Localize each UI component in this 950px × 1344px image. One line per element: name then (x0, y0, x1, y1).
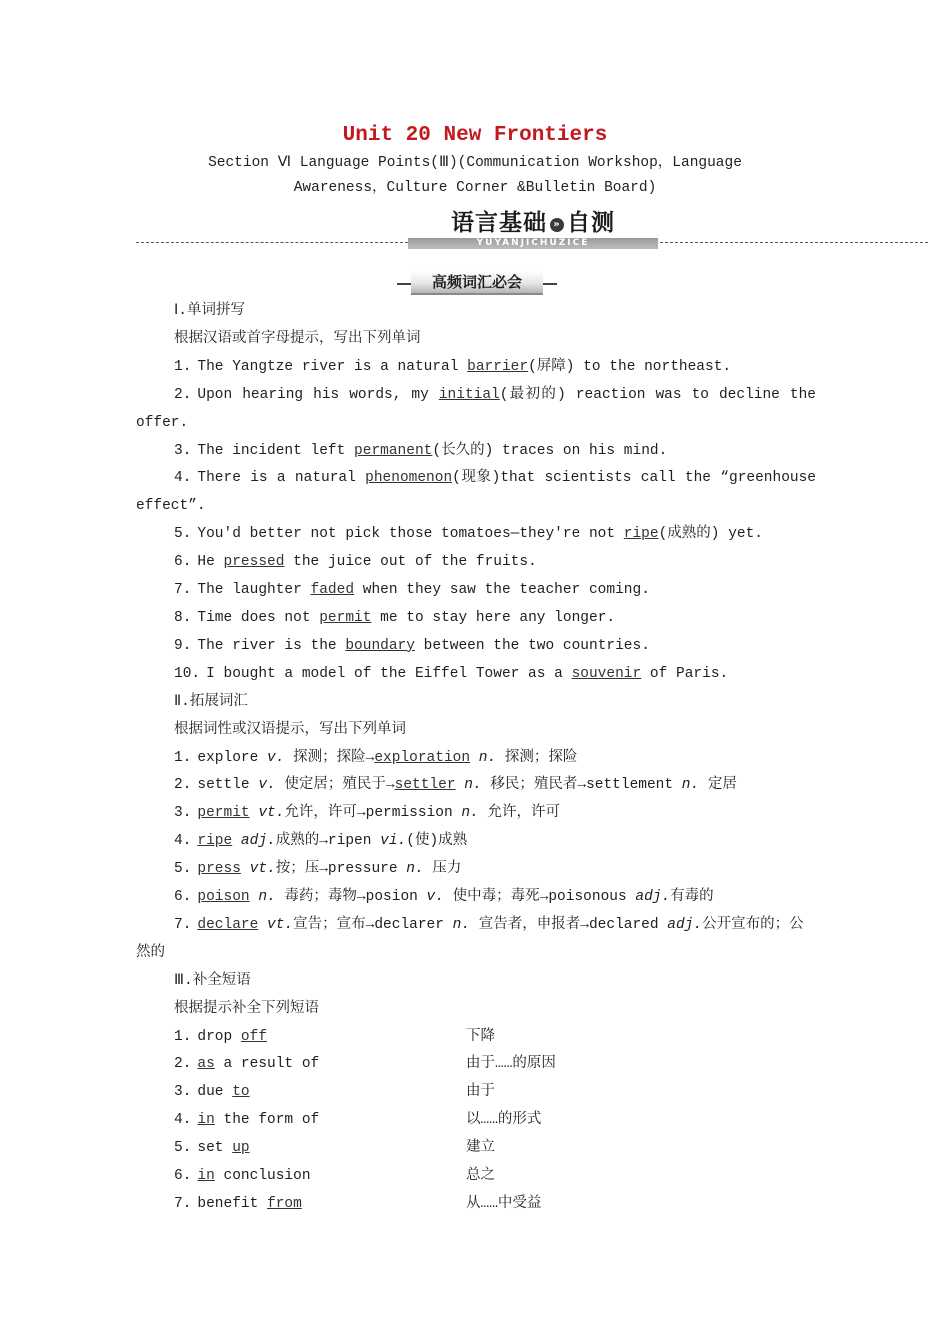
item-text: (屏障) to the northeast. (528, 358, 732, 375)
exercise-item (136, 465, 816, 521)
item-text: 移民；殖民者→settlement (481, 777, 682, 794)
item-text: conclusion (214, 1168, 311, 1185)
part-of-speech: n. (478, 749, 497, 766)
item-text: 毒药；毒物→posion (275, 889, 427, 906)
item-answer: declare (197, 916, 259, 933)
phrase-item (136, 1107, 816, 1135)
item-text: drop (197, 1028, 241, 1045)
item-answer: boundary (345, 637, 415, 654)
item-answer: permit (319, 609, 372, 626)
item-text: 定居 (699, 777, 737, 794)
item-number: 3. (174, 1084, 192, 1101)
item-text: explore (197, 749, 268, 766)
item-answer: in (197, 1112, 215, 1129)
item-text: the juice out of the fruits. (284, 554, 537, 571)
part-of-speech: n. (406, 861, 424, 878)
item-answer: off (240, 1028, 268, 1045)
subsection-heading-label: 高频词汇必会 (431, 273, 522, 291)
exercise-item (136, 577, 816, 605)
part-of-speech: n. (452, 916, 471, 933)
phrase-item (136, 1163, 816, 1191)
exercise-item (136, 772, 816, 800)
item-answer: faded (310, 582, 355, 599)
item-number: 4. (174, 1112, 192, 1129)
item-number: 7. (174, 1195, 192, 1212)
phrase-meaning: 由于 (466, 1084, 495, 1101)
phrase-meaning: 建立 (466, 1140, 495, 1157)
item-number: 6. (174, 554, 192, 571)
item-answer: press (197, 861, 241, 878)
item-answer: ripe (197, 833, 233, 850)
item-text: Upon hearing his words, my (197, 386, 439, 403)
item-answer: in (197, 1168, 215, 1185)
item-text: 使中毒；毒死→poisonous (443, 889, 636, 906)
part2-heading: Ⅱ.拓展词汇 (174, 693, 248, 710)
phrase-item (136, 1191, 816, 1219)
phrase-item (136, 1079, 816, 1107)
item-number: 6. (174, 1168, 192, 1185)
item-answer: settler (394, 777, 456, 794)
item-text: 有毒的 (670, 889, 714, 906)
item-answer: up (232, 1140, 250, 1157)
item-text: the form of (214, 1112, 320, 1129)
item-answer: exploration (374, 749, 471, 766)
part2-list (136, 745, 816, 968)
item-text: when they saw the teacher coming. (354, 582, 650, 599)
phrase-item (136, 1135, 816, 1163)
item-text: The Yangtze river is a natural (197, 358, 468, 375)
part-of-speech: v. (426, 889, 444, 906)
decorative-dash (543, 283, 557, 285)
item-text: benefit (197, 1195, 268, 1212)
item-number: 6. (174, 889, 192, 906)
part-of-speech: n. (258, 889, 276, 906)
exercise-item (136, 912, 816, 968)
item-text (470, 750, 479, 766)
item-text: The incident left (197, 442, 355, 459)
item-number: 7. (174, 582, 192, 599)
item-text: The river is the (197, 637, 346, 654)
item-number: 1. (174, 1028, 192, 1045)
exercise-item (136, 633, 816, 661)
part-of-speech: vi. (380, 833, 407, 850)
section-subtitle-line1: Section Ⅵ Language Points(Ⅲ)(Communication Workshop，Language (208, 155, 742, 171)
part-of-speech: adj. (240, 833, 276, 850)
exercise-content (136, 298, 816, 1219)
item-answer: to (232, 1084, 250, 1101)
item-text: 压力 (423, 861, 462, 878)
item-text: You'd better not pick those tomatoes—they're not (197, 526, 624, 543)
item-answer: barrier (467, 358, 529, 375)
banner-title-right: 自测 (567, 210, 615, 236)
section-banner (408, 204, 658, 237)
item-answer: souvenir (571, 665, 642, 682)
item-number: 7. (174, 916, 192, 933)
part-of-speech: vt. (267, 916, 294, 933)
item-number: 2. (174, 386, 192, 403)
item-text: 探测；探险→ (284, 749, 375, 766)
exercise-item (136, 828, 816, 856)
banner-divider-left (136, 242, 408, 243)
item-text: settle (197, 777, 259, 794)
item-text: The laughter (197, 582, 311, 599)
chevron-right-icon: » (550, 218, 564, 232)
banner-title-left: 语言基础 (451, 210, 547, 236)
item-text: 允许，许可 (478, 805, 560, 822)
part3-instruction: 根据提示补全下列短语 (174, 1000, 319, 1017)
item-number: 3. (174, 442, 192, 459)
exercise-item (136, 745, 816, 773)
item-number: 5. (174, 526, 192, 543)
item-number: 5. (174, 861, 192, 878)
part-of-speech: adj. (635, 889, 671, 906)
part1-list (136, 354, 816, 689)
item-answer: phenomenon (365, 470, 453, 487)
item-answer: as (197, 1056, 215, 1073)
item-number: 9. (174, 637, 192, 654)
part1-instruction: 根据汉语或首字母提示，写出下列单词 (174, 330, 421, 347)
exercise-item (136, 438, 816, 466)
item-text: 宣告者，申报者→declared (470, 916, 668, 933)
item-text (258, 917, 267, 933)
exercise-item (136, 661, 816, 689)
item-text (241, 861, 250, 877)
item-number: 4. (174, 470, 192, 487)
decorative-dash (397, 283, 411, 285)
subsection-heading (397, 271, 557, 293)
item-text: due (197, 1084, 233, 1101)
part3-list (136, 1024, 816, 1219)
phrase-item (136, 1051, 816, 1079)
item-text: (最初的) reaction was to decline the offer. (136, 386, 816, 431)
part-of-speech: n. (461, 805, 479, 822)
banner-divider-right (660, 242, 928, 243)
item-text: 宣告；宣布→declarer (293, 916, 453, 933)
part2-instruction: 根据词性或汉语提示，写出下列单词 (174, 721, 406, 738)
item-answer: pressed (223, 554, 285, 571)
phrase-meaning: 从……中受益 (466, 1195, 542, 1212)
item-text: (使)成熟 (406, 833, 468, 850)
exercise-item (136, 884, 816, 912)
phrase-item (136, 1024, 816, 1052)
item-number: 2. (174, 777, 192, 794)
part3-heading: Ⅲ.补全短语 (174, 972, 251, 989)
item-text: (长久的) traces on his mind. (432, 442, 668, 459)
item-text: a result of (214, 1056, 320, 1073)
exercise-item (136, 605, 816, 633)
part-of-speech: n. (681, 777, 700, 794)
page-title: Unit 20 New Frontiers (342, 124, 608, 147)
item-text: He (197, 554, 224, 571)
exercise-item (136, 549, 816, 577)
item-number: 8. (174, 609, 192, 626)
item-text (232, 833, 241, 849)
item-text (456, 777, 465, 793)
item-number: 2. (174, 1056, 192, 1073)
exercise-item (136, 856, 816, 884)
part-of-speech: v. (258, 777, 276, 794)
item-number: 4. (174, 833, 192, 850)
part-of-speech: n. (464, 777, 482, 794)
item-text: (成熟的) yet. (658, 526, 764, 543)
item-text: 探测；探险 (496, 749, 578, 766)
item-number: 1. (174, 358, 192, 375)
item-text: I bought a model of the Eiffel Tower as a (206, 665, 572, 682)
part-of-speech: adj. (667, 916, 703, 933)
part-of-speech: vt. (258, 805, 285, 822)
part-of-speech: vt. (249, 861, 276, 878)
item-text: of Paris. (641, 665, 729, 682)
phrase-meaning: 总之 (466, 1168, 495, 1185)
item-answer: initial (438, 386, 500, 403)
item-text: me to stay here any longer. (371, 609, 616, 626)
banner-pinyin: YUYANJICHUZICE (408, 238, 658, 249)
item-answer: permit (197, 805, 250, 822)
item-answer: ripe (623, 526, 659, 543)
item-number: 1. (174, 749, 192, 766)
part-of-speech: v. (267, 749, 285, 766)
item-text: There is a natural (197, 470, 366, 487)
item-number: 10. (174, 665, 201, 682)
phrase-meaning: 以……的形式 (466, 1112, 542, 1129)
item-text: 允许，许可→permission (284, 805, 462, 822)
item-answer: permanent (354, 442, 433, 459)
item-text: 成熟的→ripen (275, 833, 381, 850)
exercise-item (136, 382, 816, 438)
item-number: 3. (174, 805, 192, 822)
item-text: 按；压→pressure (275, 861, 407, 878)
exercise-item (136, 521, 816, 549)
item-text: set (197, 1140, 233, 1157)
phrase-meaning: 下降 (466, 1028, 495, 1045)
item-text: Time does not (197, 609, 320, 626)
exercise-item (136, 354, 816, 382)
item-text: 公开宣布的；公然的 (136, 916, 804, 961)
item-text: between the two countries. (414, 637, 650, 654)
item-text: (现象)that scientists call the “greenhouse effect”. (136, 470, 817, 515)
phrase-meaning: 由于……的原因 (466, 1056, 556, 1073)
part1-heading: Ⅰ.单词拼写 (174, 303, 245, 319)
item-number: 5. (174, 1140, 192, 1157)
item-answer: poison (197, 889, 250, 906)
item-answer: from (267, 1195, 302, 1212)
section-subtitle-line2: Awareness，Culture Corner &Bulletin Board) (293, 180, 657, 196)
exercise-item (136, 800, 816, 828)
item-text: 使定居；殖民于→ (275, 777, 395, 794)
